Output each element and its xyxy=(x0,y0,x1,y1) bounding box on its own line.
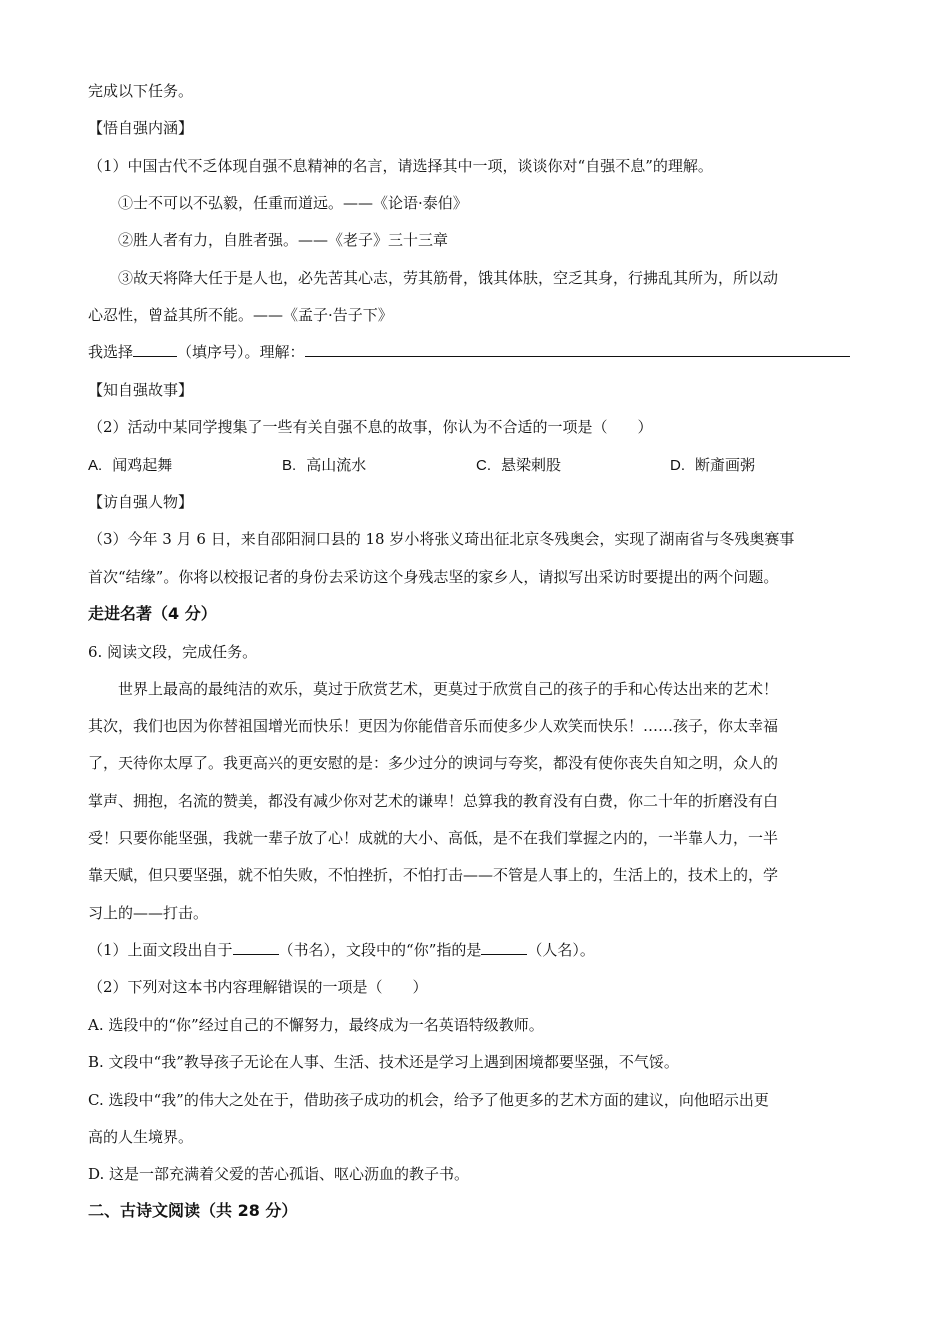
sub-question-2: （2）下列对这本书内容理解错误的一项是（ ） xyxy=(88,978,428,996)
quote-3-line1: ③故天将降大任于是人也，必先苦其心志，劳其筋骨，饿其体肤，空乏其身，行拂乱其所为，所以动 xyxy=(118,269,779,287)
blank-person-name[interactable] xyxy=(481,939,527,955)
quote-2: ②胜人者有力，自胜者强。——《老子》三十三章 xyxy=(118,231,449,249)
passage-line: 了，天待你太厚了。我更高兴的更安慰的是：多少过分的谀词与夸奖，都没有使你丧失自知之明，众人的 xyxy=(88,754,779,772)
answer-prefix: 我选择 xyxy=(88,343,134,361)
passage-line: 掌声、拥抱，名流的赞美，都没有减少你对艺术的谦卑！总算我的教育没有白费，你二十年的折磨没有白 xyxy=(88,792,779,810)
choice-c-line2: 高的人生境界。 xyxy=(88,1128,194,1146)
story-option-d: D. 断齑画粥 xyxy=(670,456,756,474)
question-3-line2: 首次“结缘”。你将以校报记者的身份去采访这个身残志坚的家乡人，请拟写出采访时要提出的两个问题。 xyxy=(88,568,779,586)
sub-question-1: （1）上面文段出自于 （书名），文段中的“你”指的是 （人名）。 xyxy=(88,941,595,959)
choice-a: A. 选段中的“你”经过自己的不懈努力，最终成为一名英语特级教师。 xyxy=(88,1016,544,1034)
question-6: 6. 阅读文段，完成任务。 xyxy=(88,643,258,661)
blank-book-title[interactable] xyxy=(233,939,279,955)
section-heading-connotation: 【悟自强内涵】 xyxy=(88,119,194,137)
choice-d: D. 这是一部充满着父爱的苦心孤诣、呕心沥血的教子书。 xyxy=(88,1165,470,1183)
passage-line: 受！只要你能坚强，我就一辈子放了心！成就的大小、高低，是不在我们掌握之内的，一半靠人力，一半 xyxy=(88,829,779,847)
passage-line: 习上的——打击。 xyxy=(88,904,209,922)
passage-line: 其次，我们也因为你替祖国增光而快乐！更因为你能借音乐而使多少人欢笑而快乐！……孩子，你太幸福 xyxy=(88,717,779,735)
story-option-c: C. 悬梁刺股 xyxy=(476,456,562,474)
question-1: （1）中国古代不乏体现自强不息精神的名言，请选择其中一项，谈谈你对“自强不息”的理解。 xyxy=(88,157,713,175)
blank-understanding[interactable] xyxy=(305,341,850,357)
answer-mid: （填序号）。理解： xyxy=(177,343,305,361)
answer-line xyxy=(88,341,850,363)
choice-b: B. 文段中“我”教导孩子无论在人事、生活、技术还是学习上遇到困境都要坚强，不气馁。 xyxy=(88,1053,679,1071)
question-2: （2）活动中某同学搜集了一些有关自强不息的故事，你认为不合适的一项是（ ） xyxy=(88,418,653,436)
part-two-heading: 二、古诗文阅读（共 28 分） xyxy=(88,1201,298,1220)
task-intro: 完成以下任务。 xyxy=(88,82,194,100)
passage-line: 世界上最高的最纯洁的欢乐，莫过于欣赏艺术，更莫过于欣赏自己的孩子的手和心传达出来的艺术！ xyxy=(118,680,779,698)
passage-line: 靠天赋，但只要坚强，就不怕失败，不怕挫折，不怕打击——不管是人事上的，生活上的，技术上的，学 xyxy=(88,866,779,884)
classics-heading: 走进名著（4 分） xyxy=(88,604,217,623)
section-heading-stories: 【知自强故事】 xyxy=(88,381,194,399)
quote-1: ①士不可以不弘毅，任重而道远。——《论语·泰伯》 xyxy=(118,194,468,212)
blank-choice-number[interactable] xyxy=(133,341,177,357)
choice-c-line1: C. 选段中“我”的伟大之处在于，借助孩子成功的机会，给予了他更多的艺术方面的建议，向他昭示出更 xyxy=(88,1091,769,1109)
story-option-a: A. 闻鸡起舞 xyxy=(88,456,173,474)
story-option-b: B. 高山流水 xyxy=(282,456,367,474)
section-heading-people: 【访自强人物】 xyxy=(88,493,194,511)
quote-3-line2: 心忍性，曾益其所不能。——《孟子·告子下》 xyxy=(88,306,393,324)
question-3-line1: （3）今年 3 月 6 日，来自邵阳洞口县的 18 岁小将张义琦出征北京冬残奥会，实现了湖南省与冬残奥赛事 xyxy=(88,530,795,548)
